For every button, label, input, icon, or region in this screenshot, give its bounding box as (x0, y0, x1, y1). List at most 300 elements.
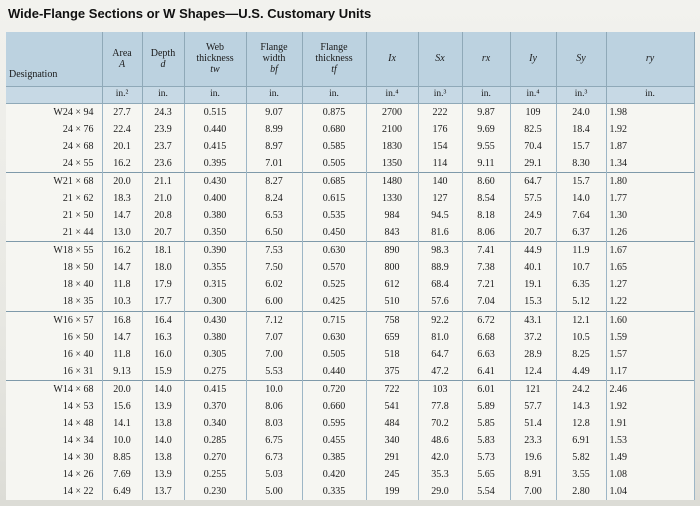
designation-cell: 24 × 55 (6, 155, 102, 173)
table-body (6, 103, 694, 500)
table-cell: 1.34 (606, 155, 694, 173)
table-cell: 5.00 (246, 483, 302, 500)
designation-cell: 24 × 76 (6, 121, 102, 138)
table-cell: 0.505 (302, 346, 366, 363)
table-cell: 10.3 (102, 293, 142, 311)
table-cell: 14.7 (102, 259, 142, 276)
table-cell: 6.63 (462, 346, 510, 363)
table-row (6, 449, 694, 466)
table-cell: 375 (366, 363, 418, 381)
table-cell: 7.00 (510, 483, 556, 500)
table-cell: 6.37 (556, 224, 606, 242)
table-cell: 0.315 (184, 276, 246, 293)
table-cell: 6.68 (462, 329, 510, 346)
header-sy (556, 32, 606, 86)
table-cell: 0.715 (302, 311, 366, 329)
table-cell: 24.9 (510, 207, 556, 224)
table-cell: 16.8 (102, 311, 142, 329)
designation-cell: 21 × 62 (6, 190, 102, 207)
table-cell: 984 (366, 207, 418, 224)
table-cell: 199 (366, 483, 418, 500)
table-cell: 24.3 (142, 103, 184, 121)
table-cell: 5.82 (556, 449, 606, 466)
header-sx (418, 32, 462, 86)
table-cell: 1830 (366, 138, 418, 155)
table-cell: 23.9 (142, 121, 184, 138)
table-cell: 7.21 (462, 276, 510, 293)
table-cell: 40.1 (510, 259, 556, 276)
table-cell: 37.2 (510, 329, 556, 346)
table-cell: 0.255 (184, 466, 246, 483)
header-rx (462, 32, 510, 86)
table-cell: 1.27 (606, 276, 694, 293)
table-cell: 245 (366, 466, 418, 483)
table-cell: 1.57 (606, 346, 694, 363)
table-cell: 0.595 (302, 415, 366, 432)
table-cell: 12.1 (556, 311, 606, 329)
unit-cell: in. (606, 86, 694, 103)
table-cell: 7.69 (102, 466, 142, 483)
unit-cell: in. (246, 86, 302, 103)
table-row (6, 207, 694, 224)
table-cell: 28.9 (510, 346, 556, 363)
table-cell: 0.455 (302, 432, 366, 449)
table-cell: 12.4 (510, 363, 556, 381)
table-cell: 121 (510, 380, 556, 398)
table-cell: 0.390 (184, 242, 246, 260)
table-cell: 0.660 (302, 398, 366, 415)
table-cell: 15.7 (556, 138, 606, 155)
table-cell: 48.6 (418, 432, 462, 449)
designation-cell: 24 × 68 (6, 138, 102, 155)
table-cell: 0.615 (302, 190, 366, 207)
header-symbol: Sx (435, 53, 445, 65)
designation-cell: W24 × 94 (6, 103, 102, 121)
table-cell: 18.0 (142, 259, 184, 276)
header-iy (510, 32, 556, 86)
table-row (6, 103, 694, 121)
table-cell: 0.440 (184, 121, 246, 138)
table-cell: 9.55 (462, 138, 510, 155)
table-cell: 1.98 (606, 103, 694, 121)
table-cell: 19.6 (510, 449, 556, 466)
table-cell: 47.2 (418, 363, 462, 381)
table-cell: 2.80 (556, 483, 606, 500)
table-cell: 10.5 (556, 329, 606, 346)
table-cell: 7.07 (246, 329, 302, 346)
table-cell: 0.275 (184, 363, 246, 381)
table-cell: 1.87 (606, 138, 694, 155)
table-row (6, 363, 694, 381)
designation-cell: 14 × 30 (6, 449, 102, 466)
table-cell: 722 (366, 380, 418, 398)
table-cell: 7.50 (246, 259, 302, 276)
table-cell: 7.53 (246, 242, 302, 260)
table-cell: 24.2 (556, 380, 606, 398)
table-cell: 8.85 (102, 449, 142, 466)
table-cell: 510 (366, 293, 418, 311)
table-cell: 0.385 (302, 449, 366, 466)
table-cell: 8.54 (462, 190, 510, 207)
table-cell: 0.370 (184, 398, 246, 415)
table-cell: 176 (418, 121, 462, 138)
table-cell: 14.0 (556, 190, 606, 207)
unit-cell (6, 86, 102, 103)
table-cell: 13.0 (102, 224, 142, 242)
table-cell: 57.5 (510, 190, 556, 207)
table-cell: 81.6 (418, 224, 462, 242)
table-cell: 1.77 (606, 190, 694, 207)
header-symbol: A (118, 58, 126, 70)
header-designation (6, 32, 102, 86)
table-cell: 6.01 (462, 380, 510, 398)
table-cell: 1.04 (606, 483, 694, 500)
table-cell: 0.505 (302, 155, 366, 173)
table-cell: 15.3 (510, 293, 556, 311)
table-cell: 7.04 (462, 293, 510, 311)
table-cell: 13.9 (142, 398, 184, 415)
table-cell: 6.75 (246, 432, 302, 449)
table-cell: 14.0 (142, 432, 184, 449)
table-cell: 0.355 (184, 259, 246, 276)
table-row (6, 155, 694, 173)
unit-cell: in.⁴ (366, 86, 418, 103)
table-cell: 22.4 (102, 121, 142, 138)
table-cell: 10.0 (102, 432, 142, 449)
table-cell: 0.415 (184, 380, 246, 398)
table-cell: 0.720 (302, 380, 366, 398)
table-cell: 14.0 (142, 380, 184, 398)
table-cell: 64.7 (510, 172, 556, 190)
header-label: Designation (9, 68, 58, 80)
table-cell: 82.5 (510, 121, 556, 138)
table-cell: 8.18 (462, 207, 510, 224)
table-cell: 68.4 (418, 276, 462, 293)
table-cell: 8.06 (246, 398, 302, 415)
table-cell: 3.55 (556, 466, 606, 483)
table-cell: 2100 (366, 121, 418, 138)
table-cell: 98.3 (418, 242, 462, 260)
table-cell: 17.7 (142, 293, 184, 311)
table-cell: 27.7 (102, 103, 142, 121)
table-cell: 5.65 (462, 466, 510, 483)
table-row (6, 293, 694, 311)
header-depth (142, 32, 184, 86)
table-cell: 2700 (366, 103, 418, 121)
designation-cell: 14 × 26 (6, 466, 102, 483)
table-cell: 0.270 (184, 449, 246, 466)
table-cell: 9.87 (462, 103, 510, 121)
table-cell: 0.585 (302, 138, 366, 155)
table-cell: 17.9 (142, 276, 184, 293)
designation-cell: W16 × 57 (6, 311, 102, 329)
table-cell: 291 (366, 449, 418, 466)
table-cell: 0.630 (302, 242, 366, 260)
table-cell: 1.65 (606, 259, 694, 276)
table-row (6, 276, 694, 293)
table-cell: 9.69 (462, 121, 510, 138)
table-cell: 23.7 (142, 138, 184, 155)
table-row (6, 398, 694, 415)
table-cell: 42.0 (418, 449, 462, 466)
header-symbol: Iy (529, 53, 537, 65)
table-cell: 1.80 (606, 172, 694, 190)
header-symbol: Ix (388, 53, 396, 65)
unit-cell: in.³ (556, 86, 606, 103)
header-ix (366, 32, 418, 86)
table-cell: 114 (418, 155, 462, 173)
table-cell: 758 (366, 311, 418, 329)
header-flange-thickness (302, 32, 366, 86)
table-cell: 29.0 (418, 483, 462, 500)
table-cell: 19.1 (510, 276, 556, 293)
table-cell: 7.00 (246, 346, 302, 363)
table-cell: 518 (366, 346, 418, 363)
table-cell: 0.515 (184, 103, 246, 121)
table-cell: 20.0 (102, 380, 142, 398)
table-cell: 21.1 (142, 172, 184, 190)
unit-cell: in. (302, 86, 366, 103)
table-cell: 6.53 (246, 207, 302, 224)
header-symbol: d (160, 58, 166, 70)
table-cell: 10.7 (556, 259, 606, 276)
table-cell: 0.525 (302, 276, 366, 293)
table-cell: 8.91 (510, 466, 556, 483)
header-label: Area (112, 47, 132, 59)
table-cell: 16.3 (142, 329, 184, 346)
table-cell: 16.2 (102, 155, 142, 173)
table-cell: 92.2 (418, 311, 462, 329)
table-cell: 8.25 (556, 346, 606, 363)
table-cell: 6.41 (462, 363, 510, 381)
table-cell: 16.4 (142, 311, 184, 329)
table-row (6, 483, 694, 500)
table-cell: 24.0 (556, 103, 606, 121)
table-row (6, 121, 694, 138)
table-cell: 64.7 (418, 346, 462, 363)
table-cell: 0.395 (184, 155, 246, 173)
table-cell: 9.07 (246, 103, 302, 121)
table-cell: 29.1 (510, 155, 556, 173)
table-cell: 8.60 (462, 172, 510, 190)
table-cell: 0.440 (302, 363, 366, 381)
table-cell: 6.72 (462, 311, 510, 329)
table-row (6, 242, 694, 260)
table-cell: 0.285 (184, 432, 246, 449)
table-cell: 1.67 (606, 242, 694, 260)
table-cell: 6.35 (556, 276, 606, 293)
table-cell: 8.06 (462, 224, 510, 242)
table-cell: 0.680 (302, 121, 366, 138)
table-row (6, 329, 694, 346)
table-cell: 222 (418, 103, 462, 121)
table-cell: 23.3 (510, 432, 556, 449)
table-cell: 8.24 (246, 190, 302, 207)
table-cell: 20.8 (142, 207, 184, 224)
table-cell: 0.400 (184, 190, 246, 207)
table-cell: 340 (366, 432, 418, 449)
table-cell: 4.49 (556, 363, 606, 381)
table-cell: 6.02 (246, 276, 302, 293)
designation-cell: W14 × 68 (6, 380, 102, 398)
units-row (6, 86, 694, 103)
table-cell: 1.92 (606, 398, 694, 415)
table-cell: 109 (510, 103, 556, 121)
table-row (6, 190, 694, 207)
table-cell: 0.685 (302, 172, 366, 190)
table-cell: 0.380 (184, 329, 246, 346)
table-cell: 9.11 (462, 155, 510, 173)
header-ry (606, 32, 694, 86)
table-cell: 18.1 (142, 242, 184, 260)
table-cell: 0.430 (184, 311, 246, 329)
table-cell: 21.0 (142, 190, 184, 207)
table-cell: 14.7 (102, 329, 142, 346)
designation-cell: 16 × 31 (6, 363, 102, 381)
table-cell: 20.0 (102, 172, 142, 190)
table-cell: 0.230 (184, 483, 246, 500)
header-symbol: Sy (576, 53, 586, 65)
header-label: Depth (150, 47, 176, 59)
table-cell: 140 (418, 172, 462, 190)
designation-cell: W21 × 68 (6, 172, 102, 190)
table-cell: 7.12 (246, 311, 302, 329)
header-area (102, 32, 142, 86)
table-cell: 43.1 (510, 311, 556, 329)
designation-cell: 14 × 34 (6, 432, 102, 449)
designation-cell: 16 × 50 (6, 329, 102, 346)
table-cell: 88.9 (418, 259, 462, 276)
table-cell: 14.3 (556, 398, 606, 415)
table-cell: 13.9 (142, 466, 184, 483)
table-cell: 7.41 (462, 242, 510, 260)
table-cell: 1.91 (606, 415, 694, 432)
table-cell: 77.8 (418, 398, 462, 415)
designation-cell: 18 × 50 (6, 259, 102, 276)
table-cell: 0.305 (184, 346, 246, 363)
table-cell: 13.8 (142, 449, 184, 466)
unit-cell: in.³ (418, 86, 462, 103)
table-cell: 7.38 (462, 259, 510, 276)
table-cell: 15.6 (102, 398, 142, 415)
table-cell: 9.13 (102, 363, 142, 381)
table-cell: 10.0 (246, 380, 302, 398)
table-cell: 1.30 (606, 207, 694, 224)
table-cell: 23.6 (142, 155, 184, 173)
designation-cell: 14 × 53 (6, 398, 102, 415)
table-cell: 8.97 (246, 138, 302, 155)
wide-flange-table (6, 32, 695, 500)
table-cell: 6.73 (246, 449, 302, 466)
table-cell: 6.49 (102, 483, 142, 500)
table-row (6, 172, 694, 190)
header-label: Flange width (260, 42, 288, 65)
unit-cell: in. (462, 86, 510, 103)
table-cell: 13.8 (142, 415, 184, 432)
table-cell: 5.89 (462, 398, 510, 415)
header-symbol: bf (270, 64, 278, 76)
designation-cell: 18 × 35 (6, 293, 102, 311)
table-cell: 20.7 (510, 224, 556, 242)
header-web-thickness (184, 32, 246, 86)
header-symbol: rx (481, 53, 491, 65)
table-cell: 15.7 (556, 172, 606, 190)
table-cell: 8.27 (246, 172, 302, 190)
table-cell: 843 (366, 224, 418, 242)
table-row (6, 466, 694, 483)
table-cell: 14.1 (102, 415, 142, 432)
table-cell: 0.430 (184, 172, 246, 190)
table-cell: 5.12 (556, 293, 606, 311)
table-cell: 70.4 (510, 138, 556, 155)
table-cell: 0.570 (302, 259, 366, 276)
table-cell: 44.9 (510, 242, 556, 260)
table-cell: 0.300 (184, 293, 246, 311)
table-cell: 127 (418, 190, 462, 207)
table-cell: 659 (366, 329, 418, 346)
table-cell: 57.6 (418, 293, 462, 311)
table-cell: 0.535 (302, 207, 366, 224)
table-cell: 14.7 (102, 207, 142, 224)
table-cell: 890 (366, 242, 418, 260)
table-cell: 2.46 (606, 380, 694, 398)
table-cell: 11.8 (102, 346, 142, 363)
designation-cell: 21 × 50 (6, 207, 102, 224)
table-cell: 800 (366, 259, 418, 276)
table-cell: 81.0 (418, 329, 462, 346)
header-flange-width (246, 32, 302, 86)
table-row (6, 259, 694, 276)
designation-cell: 21 × 44 (6, 224, 102, 242)
unit-cell: in.² (102, 86, 142, 103)
table-cell: 1.49 (606, 449, 694, 466)
table-cell: 6.91 (556, 432, 606, 449)
table-cell: 5.54 (462, 483, 510, 500)
unit-cell: in. (184, 86, 246, 103)
table-cell: 0.340 (184, 415, 246, 432)
table-row (6, 138, 694, 155)
designation-cell: 18 × 40 (6, 276, 102, 293)
table-cell: 103 (418, 380, 462, 398)
table-cell: 5.03 (246, 466, 302, 483)
table-cell: 1.26 (606, 224, 694, 242)
table-cell: 11.8 (102, 276, 142, 293)
table-row (6, 346, 694, 363)
table-cell: 16.2 (102, 242, 142, 260)
table-cell: 0.450 (302, 224, 366, 242)
designation-cell: 14 × 22 (6, 483, 102, 500)
table-row (6, 432, 694, 449)
table-cell: 18.3 (102, 190, 142, 207)
table-cell: 57.7 (510, 398, 556, 415)
table-cell: 1480 (366, 172, 418, 190)
table-cell: 16.0 (142, 346, 184, 363)
unit-cell: in. (142, 86, 184, 103)
table-cell: 5.53 (246, 363, 302, 381)
table-cell: 18.4 (556, 121, 606, 138)
table-cell: 0.415 (184, 138, 246, 155)
unit-cell: in.⁴ (510, 86, 556, 103)
table-cell: 1.17 (606, 363, 694, 381)
table-row (6, 224, 694, 242)
table-cell: 0.335 (302, 483, 366, 500)
table-cell: 8.30 (556, 155, 606, 173)
table-cell: 541 (366, 398, 418, 415)
header-symbol: tf (331, 64, 337, 76)
table-cell: 20.1 (102, 138, 142, 155)
table-cell: 35.3 (418, 466, 462, 483)
table-cell: 0.875 (302, 103, 366, 121)
